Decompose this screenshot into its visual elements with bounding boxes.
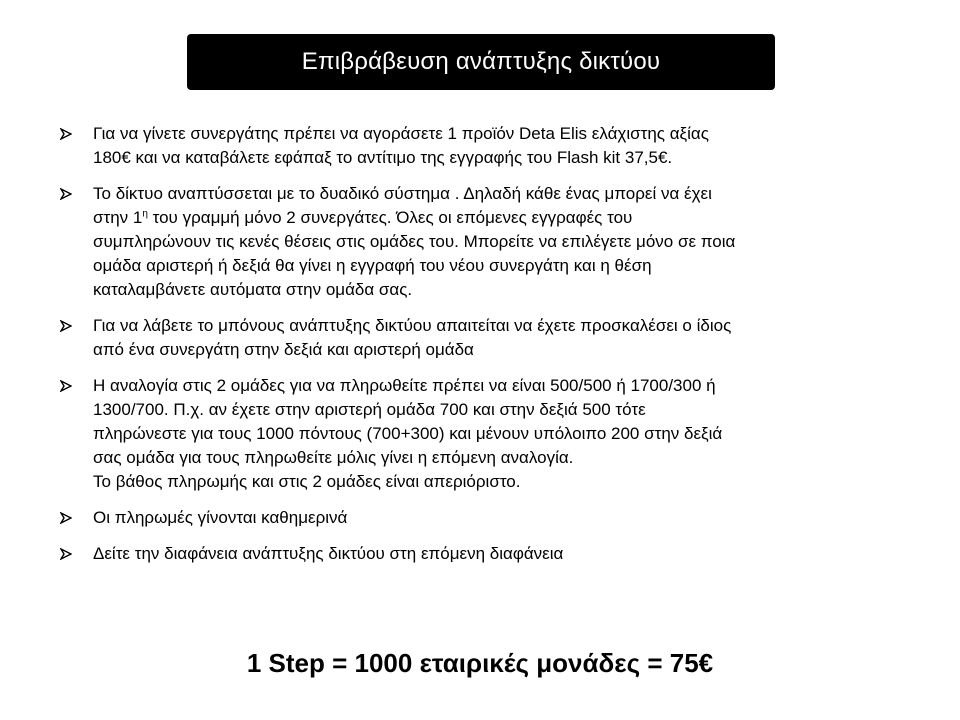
bullet-line: Το δίκτυο αναπτύσσεται με το δυαδικό σύστημα . Δηλαδή κάθε ένας μπορεί να έχει [93,184,712,203]
bullet-line: Το βάθος πληρωμής και στις 2 ομάδες είναι απεριόριστο. [93,472,521,491]
bullet-line: σας ομάδα για τους πληρωθείτε μόλις γίνει η επόμενη αναλογία. [93,448,574,467]
bullet-list [60,122,910,578]
arrow-bullet-icon [60,188,72,200]
arrow-bullet-icon [60,320,72,332]
bullet-line: συμπληρώνουν τις κενές θέσεις στις ομάδες του. Μπορείτε να επιλέγετε μόνο σε ποια [93,232,736,251]
bullet-item [60,182,910,302]
bullet-line: 180€ και να καταβάλετε εφάπαξ το αντίτιμο της εγγραφής του Flash kit 37,5€. [93,148,673,167]
bullet-item [60,314,910,362]
bullet-line: καταλαμβάνετε αυτόματα στην ομάδα σας. [93,280,413,299]
bullet-item [60,374,910,494]
line-text-after: του γραμμή μόνο 2 συνεργάτες. Όλες οι επόμενες εγγραφές του [147,208,633,227]
bullet-line: Οι πληρωμές γίνονται καθημερινά [93,508,348,527]
arrow-bullet-icon [60,512,72,524]
bullet-line: Για να λάβετε το μπόνους ανάπτυξης δικτύου απαιτείται να έχετε προσκαλέσει ο ίδιος [93,316,732,335]
bullet-item [60,542,910,566]
bullet-line: Για να γίνετε συνεργάτης πρέπει να αγοράσετε 1 προϊόν Deta Elis ελάχιστης αξίας [93,124,709,143]
title-banner [187,34,775,90]
bullet-line-with-superscript [93,206,910,230]
line-text-before: στην 1 [93,208,143,227]
bullet-line: από ένα συνεργάτη στην δεξιά και αριστερή ομάδα [93,340,474,359]
bullet-line: Δείτε την διαφάνεια ανάπτυξης δικτύου στη επόμενη διαφάνεια [93,544,564,563]
footer-formula: 1 Step = 1000 εταιρικές μονάδες = 75€ [246,648,714,678]
bullet-line: πληρώνεστε για τους 1000 πόντους (700+300) και μένουν υπόλοιπο 200 στην δεξιά [93,424,723,443]
bullet-item [60,506,910,530]
arrow-bullet-icon [60,128,72,140]
superscript: η [142,208,148,220]
slide-title: Επιβράβευση ανάπτυξης δικτύου [301,48,661,75]
bullet-item [60,122,910,170]
arrow-bullet-icon [60,380,72,392]
arrow-bullet-icon [60,548,72,560]
bullet-line: ομάδα αριστερή ή δεξιά θα γίνει η εγγραφή του νέου συνεργάτη και η θέση [93,256,652,275]
bullet-line: 1300/700. Π.χ. αν έχετε στην αριστερή ομάδα 700 και στην δεξιά 500 τότε [93,400,646,419]
bullet-line: Η αναλογία στις 2 ομάδες για να πληρωθείτε πρέπει να είναι 500/500 ή 1700/300 ή [93,376,716,395]
